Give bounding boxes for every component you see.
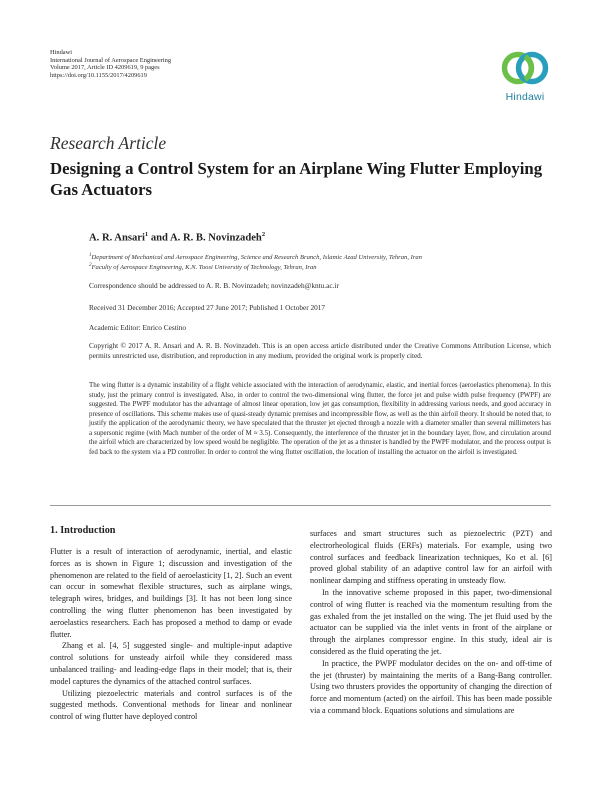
article-type: Research Article [50, 133, 167, 153]
author-2[interactable]: A. R. B. Novinzadeh [170, 232, 262, 244]
author-1-affil: 1 [144, 231, 149, 238]
paragraph: surfaces and smart structures such as piezoelectric (PZT) and electrorheological fluids (ERFs) materials. For example, using two control surfaces and feedback linearization techniques, Ko et al. [6] proved global stability of an adaptive control law for an airfoil with nonlinear damping and stiffness operating in unsteady flow. [310, 529, 552, 586]
author-line [89, 231, 265, 244]
logo-rings-icon [497, 47, 553, 91]
section-heading: 1. Introduction [50, 525, 116, 536]
hindawi-logo [497, 47, 553, 107]
volume-info: Volume 2017, Article ID 4209619, 9 pages [50, 64, 160, 72]
author-1[interactable]: A. R. Ansari [89, 232, 145, 244]
article-title: Designing a Control System for an Airplane Wing Flutter Employing Gas Actuators [50, 159, 543, 199]
author-2-affil: 2 [261, 231, 266, 238]
affiliation-2-text: Faculty of Aerospace Engineering, K.N. Toosi University of Technology, Tehran, Iran [91, 264, 317, 272]
paragraph: Zhang et al. [4, 5] suggested single- and multiple-input adaptive control solutions for unsteady airfoil while they considered mass unbalanced trailing- and leading-edge flaps in their model; that is, their model captures the dynamics of the attached control surfaces. [50, 641, 292, 686]
body-right-column [310, 528, 552, 717]
paragraph: In practice, the PWPF modulator decides on the on- and off-time of the jet (thruster) by maintaining the merits of a Bang-Bang controller. Using two thrusters provides the opportunity of changing the direction of force and momentum (acted) on the airfoil. This has been made possible via a command block. Equations solutions and simulations are [310, 658, 552, 715]
copyright-notice: Copyright © 2017 A. R. Ansari and A. R. B. Novinzadeh. This is an open access article distributed under the Creative Commons Attribution License, which permits unrestricted use, distribution, and reproduction in any medium, provided the original work is properly cited. [89, 342, 551, 360]
body-left-column [50, 525, 292, 723]
journal-name: International Journal of Aerospace Engineering [50, 56, 172, 64]
abstract: The wing flutter is a dynamic instability of a flight vehicle associated with the interaction of aerodynamic, elastic, and inertial forces (aeroelastics phenomena). In this study, just the primary control is investigated. Also, in order to control the two-dimensional wing flutter, the force jet and pulse width pulse frequency (PWPF) are suggested. The PWPF modulator has the advantage of almost linear operation, low jet gas consumption, flexibility in addressing various needs, and good accuracy in presence of oscillations. This scheme makes use of quasi-steady dynamic premises and incompressible flow, as well as the thin airfoil theory. It should be noted that, to justify the application of the aerodynamic theory, we have speculated that the thruster jet ejected through a nozzle with a diameter smaller than several millimeters has a supersonic regime (with Mach number of the order of M ≈ 3.5). Consequently, the interference of the thruster jet in the boundary layer, flow, and circulation around the airfoil which are characterized by low speed would be negligible. The operation of the jet as a thruster is handled by the PWPF modulator, and the process output is fed back to the system via a PD controller. In order to control the wing flutter oscillation, the location of installing the actuator on the airfoil is investigated. [89, 382, 551, 456]
academic-editor: Academic Editor: Enrico Cestino [89, 323, 187, 332]
paragraph: Utilizing piezoelectric materials and control surfaces is of the suggested methods. Conventional methods for linear and nonlinear control of wing flutter have deployed control [50, 688, 292, 722]
doi-link[interactable]: https://doi.org/10.1155/2017/4209619 [50, 71, 147, 79]
section-divider [50, 505, 551, 506]
author-conjunction: and [150, 232, 168, 244]
paragraph: Flutter is a result of interaction of aerodynamic, inertial, and elastic forces as is shown in Figure 1; discussion and investigation of the phenomenon are related to the field of aeroelasticity [1, 2]. Such an event can occur in somewhat flexible structures, such as airplane wings, telegraph wires, bridges, and buildings [3]. It has not been long since controlling the wing flutter phenomenon has been investigated by aeroelastics researchers. Each has proposed a method to damp or evade flutter. [50, 547, 292, 639]
affiliation-2-sup: 2 [89, 263, 92, 268]
correspondence: Correspondence should be addressed to A. R. B. Novinzadeh; novinzadeh@kntu.ac.ir [89, 281, 339, 290]
logo-wordmark: Hindawi [505, 91, 545, 103]
affiliation-2 [89, 261, 317, 273]
article-dates: Received 31 December 2016; Accepted 27 June 2017; Published 1 October 2017 [89, 303, 326, 312]
journal-header [50, 49, 171, 79]
affiliation-1-sup: 1 [89, 253, 92, 258]
affiliation-1-text: Department of Mechanical and Aerospace Engineering, Science and Research Branch, Islamic Azad University, Tehran, Iran [91, 254, 422, 262]
publisher-name: Hindawi [50, 49, 73, 56]
paragraph: In the innovative scheme proposed in this paper, two-dimensional control of wing flutter is reached via the momentum resulting from the gas exhaled from the jet installed on the wing. The jet fluid used by the actuator can be supplied via the inlet vents in front of the airplane or through the airplanes compressor engine. In this study, ideal air is considered as the fluid operating the jet. [310, 587, 552, 656]
